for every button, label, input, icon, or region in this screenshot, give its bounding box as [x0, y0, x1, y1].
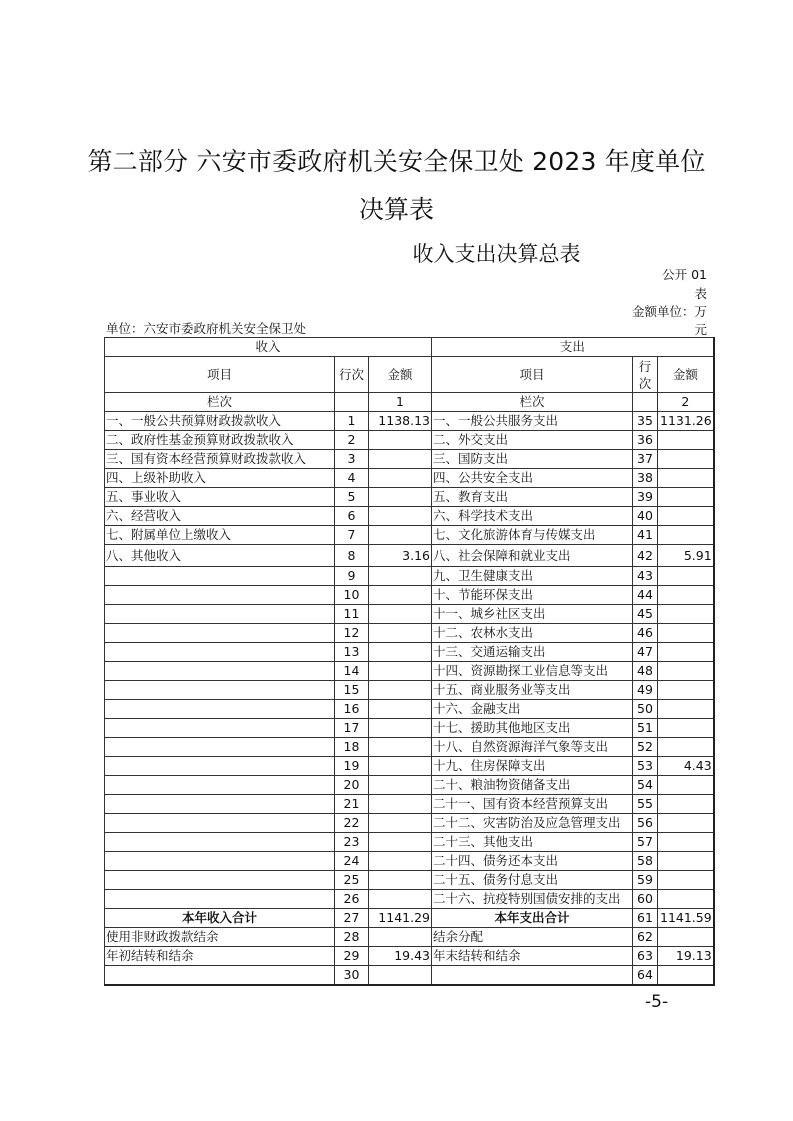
- table-row: [105, 947, 714, 966]
- expense-amount: 1141.59: [658, 909, 714, 928]
- expense-amount: [658, 852, 714, 871]
- table-row: [105, 567, 714, 586]
- income-amount: [369, 776, 432, 795]
- income-item: [105, 776, 335, 795]
- table-row: [105, 624, 714, 643]
- expense-row-no: 36: [633, 431, 658, 450]
- income-row-no: 16: [335, 700, 369, 719]
- amount-unit-suffix: 元: [694, 322, 707, 337]
- income-row-no: 17: [335, 719, 369, 738]
- income-item: [105, 795, 335, 814]
- expense-amount: [658, 605, 714, 624]
- income-item: [105, 833, 335, 852]
- income-item: [105, 605, 335, 624]
- form-code-suffix: 表: [694, 286, 707, 301]
- expense-header: 支出: [432, 338, 714, 357]
- income-row-no: 23: [335, 833, 369, 852]
- expense-amount: [658, 431, 714, 450]
- income-item: 本年收入合计: [105, 909, 335, 928]
- expense-item: 十一、城乡社区支出: [432, 605, 633, 624]
- income-amount: [369, 928, 432, 947]
- expense-amount: [658, 507, 714, 526]
- table-row: [105, 450, 714, 469]
- section-header-row: [105, 338, 714, 357]
- expense-amount: [658, 700, 714, 719]
- expense-item: 十五、商业服务业等支出: [432, 681, 633, 700]
- income-row-no: 29: [335, 947, 369, 966]
- table-row: [105, 966, 714, 986]
- column-header-row: [105, 357, 714, 393]
- expense-amount: [658, 814, 714, 833]
- income-amount: [369, 966, 432, 986]
- income-amount: [369, 526, 432, 545]
- income-row-no: 2: [335, 431, 369, 450]
- income-item: 年初结转和结余: [105, 947, 335, 966]
- income-item: [105, 662, 335, 681]
- income-row-no: 24: [335, 852, 369, 871]
- income-amount: 1141.29: [369, 909, 432, 928]
- income-amount: [369, 431, 432, 450]
- income-row-no: 20: [335, 776, 369, 795]
- income-item: [105, 681, 335, 700]
- expense-amount: [658, 871, 714, 890]
- expense-amount: 19.13: [658, 947, 714, 966]
- row-no-char-2: 次: [638, 375, 652, 391]
- income-row-no: 18: [335, 738, 369, 757]
- expense-item: 二十四、债务还本支出: [432, 852, 633, 871]
- income-item: [105, 738, 335, 757]
- expense-row-no: 41: [633, 526, 658, 545]
- income-item: [105, 852, 335, 871]
- table-row: [105, 776, 714, 795]
- expense-row-no: 44: [633, 586, 658, 605]
- row-no-char-1: 行: [638, 358, 652, 374]
- income-item: [105, 890, 335, 909]
- income-amount: [369, 450, 432, 469]
- amount-unit: 金额单位：万: [631, 304, 707, 319]
- income-row-no: 15: [335, 681, 369, 700]
- income-row-no: 11: [335, 605, 369, 624]
- expense-item: 十、节能环保支出: [432, 586, 633, 605]
- table-row: [105, 643, 714, 662]
- income-item: [105, 700, 335, 719]
- income-row-no: 25: [335, 871, 369, 890]
- income-amount: [369, 719, 432, 738]
- income-row-no: 10: [335, 586, 369, 605]
- income-row-no: 4: [335, 469, 369, 488]
- income-amount: [369, 662, 432, 681]
- expense-amount: [658, 795, 714, 814]
- income-amount: [369, 469, 432, 488]
- income-column-no: 1: [369, 393, 432, 412]
- expense-row-no: 63: [633, 947, 658, 966]
- income-row-no: 8: [335, 545, 369, 567]
- income-item: [105, 719, 335, 738]
- expense-item: 二十一、国有资本经营预算支出: [432, 795, 633, 814]
- expense-amount: [658, 966, 714, 986]
- expense-row-no: 64: [633, 966, 658, 986]
- expense-item: 十七、援助其他地区支出: [432, 719, 633, 738]
- expense-item: 二十、粮油物资储备支出: [432, 776, 633, 795]
- expense-row-no: 49: [633, 681, 658, 700]
- table-row: [105, 507, 714, 526]
- income-amount: [369, 507, 432, 526]
- expense-item: 六、科学技术支出: [432, 507, 633, 526]
- expense-amount: [658, 567, 714, 586]
- income-header: 收入: [105, 338, 432, 357]
- income-amount: [369, 814, 432, 833]
- income-item: [105, 966, 335, 986]
- income-item: 五、事业收入: [105, 488, 335, 507]
- income-item: 三、国有资本经营预算财政拨款收入: [105, 450, 335, 469]
- income-item-header: 项目: [105, 357, 335, 393]
- income-amount: [369, 890, 432, 909]
- income-item: [105, 624, 335, 643]
- table-row: [105, 795, 714, 814]
- expense-column-no-label: 栏次: [432, 393, 633, 412]
- income-row-no: 9: [335, 567, 369, 586]
- expense-row-no: 58: [633, 852, 658, 871]
- expense-amount: [658, 469, 714, 488]
- table-row: [105, 431, 714, 450]
- document-title-line2: 决算表: [358, 195, 434, 224]
- expense-row-no: 51: [633, 719, 658, 738]
- expense-row-no: 38: [633, 469, 658, 488]
- table-title: 收入支出决算总表: [412, 242, 581, 266]
- income-amount: [369, 795, 432, 814]
- expense-item: 十三、交通运输支出: [432, 643, 633, 662]
- expense-row-no: 39: [633, 488, 658, 507]
- expense-amount: [658, 586, 714, 605]
- table-row: [105, 833, 714, 852]
- income-row-no: 13: [335, 643, 369, 662]
- table-row: [105, 738, 714, 757]
- expense-row-no: 45: [633, 605, 658, 624]
- table-row: [105, 928, 714, 947]
- expense-row-no: 59: [633, 871, 658, 890]
- income-row-no: 1: [335, 412, 369, 431]
- income-item: [105, 586, 335, 605]
- expense-row-no: 40: [633, 507, 658, 526]
- income-row-no: 27: [335, 909, 369, 928]
- expense-item: 三、国防支出: [432, 450, 633, 469]
- income-amount-header: 金额: [369, 357, 432, 393]
- expense-item: 一、一般公共服务支出: [432, 412, 633, 431]
- expense-item: 九、卫生健康支出: [432, 567, 633, 586]
- expense-item: 五、教育支出: [432, 488, 633, 507]
- expense-row-no: 62: [633, 928, 658, 947]
- expense-row-no: 43: [633, 567, 658, 586]
- expense-row-no: 48: [633, 662, 658, 681]
- table-row: [105, 469, 714, 488]
- expense-amount: [658, 776, 714, 795]
- expense-row-no: 52: [633, 738, 658, 757]
- expense-amount: [658, 681, 714, 700]
- expense-amount: [658, 890, 714, 909]
- income-amount: [369, 871, 432, 890]
- income-row-no: 21: [335, 795, 369, 814]
- income-row-no: 7: [335, 526, 369, 545]
- income-row-no: 22: [335, 814, 369, 833]
- income-row-no: 6: [335, 507, 369, 526]
- income-item: 四、上级补助收入: [105, 469, 335, 488]
- table-row: [105, 412, 714, 431]
- expense-item: 七、文化旅游体育与传媒支出: [432, 526, 633, 545]
- income-amount: [369, 605, 432, 624]
- income-amount: [369, 624, 432, 643]
- empty-cell: [335, 393, 369, 412]
- income-amount: [369, 757, 432, 776]
- income-row-no: 3: [335, 450, 369, 469]
- income-amount: [369, 738, 432, 757]
- income-item: 一、一般公共预算财政拨款收入: [105, 412, 335, 431]
- income-row-no: 28: [335, 928, 369, 947]
- expense-amount: [658, 833, 714, 852]
- expense-item: 二十二、灾害防治及应急管理支出: [432, 814, 633, 833]
- expense-item-header: 项目: [432, 357, 633, 393]
- expense-item: 二十三、其他支出: [432, 833, 633, 852]
- expense-amount: [658, 738, 714, 757]
- table-row: [105, 545, 714, 567]
- expense-item: 二十六、抗疫特别国债安排的支出: [432, 890, 633, 909]
- table-row: [105, 852, 714, 871]
- expense-item: 本年支出合计: [432, 909, 633, 928]
- expense-row-no: 55: [633, 795, 658, 814]
- expense-row-no: 50: [633, 700, 658, 719]
- expense-amount-header: 金额: [658, 357, 714, 393]
- income-row-no-header: 行次: [335, 357, 369, 393]
- expense-row-no: 57: [633, 833, 658, 852]
- income-amount: 19.43: [369, 947, 432, 966]
- expense-row-no: 42: [633, 545, 658, 567]
- expense-item: 二十五、债务付息支出: [432, 871, 633, 890]
- expense-row-no: 47: [633, 643, 658, 662]
- table-row: [105, 890, 714, 909]
- expense-item: 八、社会保障和就业支出: [432, 545, 633, 567]
- income-column-no-label: 栏次: [105, 393, 335, 412]
- income-amount: [369, 567, 432, 586]
- income-amount: [369, 833, 432, 852]
- expense-item: 十八、自然资源海洋气象等支出: [432, 738, 633, 757]
- table-row: [105, 605, 714, 624]
- expense-row-no: 60: [633, 890, 658, 909]
- income-item: [105, 567, 335, 586]
- income-amount: 1138.13: [369, 412, 432, 431]
- income-expense-table: [104, 337, 715, 986]
- table-row: [105, 814, 714, 833]
- income-amount: [369, 852, 432, 871]
- expense-amount: [658, 526, 714, 545]
- income-item: [105, 814, 335, 833]
- expense-amount: [658, 662, 714, 681]
- expense-item: 二、外交支出: [432, 431, 633, 450]
- income-item: [105, 643, 335, 662]
- expense-row-no: 54: [633, 776, 658, 795]
- expense-row-no-header: [633, 357, 658, 393]
- expense-amount: [658, 624, 714, 643]
- income-row-no: 12: [335, 624, 369, 643]
- expense-item: 四、公共安全支出: [432, 469, 633, 488]
- page-number: -5-: [645, 992, 669, 1012]
- table-row: [105, 586, 714, 605]
- expense-amount: 5.91: [658, 545, 714, 567]
- income-amount: [369, 586, 432, 605]
- table-row: [105, 719, 714, 738]
- expense-item: [432, 966, 633, 986]
- income-item: 二、政府性基金预算财政拨款收入: [105, 431, 335, 450]
- form-code: 公开 01: [662, 267, 707, 282]
- expense-item: 十九、住房保障支出: [432, 757, 633, 776]
- table-row: [105, 488, 714, 507]
- income-item: [105, 757, 335, 776]
- income-item: 使用非财政拨款结余: [105, 928, 335, 947]
- income-item: 七、附属单位上缴收入: [105, 526, 335, 545]
- income-row-no: 19: [335, 757, 369, 776]
- unit-label: 单位：六安市委政府机关安全保卫处: [106, 321, 307, 336]
- income-item: [105, 871, 335, 890]
- expense-row-no: 35: [633, 412, 658, 431]
- expense-amount: [658, 643, 714, 662]
- expense-amount: 1131.26: [658, 412, 714, 431]
- column-number-row: [105, 393, 714, 412]
- income-amount: 3.16: [369, 545, 432, 567]
- income-amount: [369, 681, 432, 700]
- expense-column-no: 2: [658, 393, 714, 412]
- expense-amount: [658, 450, 714, 469]
- expense-item: 年末结转和结余: [432, 947, 633, 966]
- expense-item: 十二、农林水支出: [432, 624, 633, 643]
- document-title: 第二部分 六安市委政府机关安全保卫处 2023 年度单位: [87, 147, 706, 176]
- income-amount: [369, 488, 432, 507]
- expense-amount: 4.43: [658, 757, 714, 776]
- table-row: [105, 871, 714, 890]
- expense-row-no: 61: [633, 909, 658, 928]
- expense-item: 十六、金融支出: [432, 700, 633, 719]
- income-amount: [369, 700, 432, 719]
- income-item: 八、其他收入: [105, 545, 335, 567]
- table-row: [105, 662, 714, 681]
- expense-amount: [658, 719, 714, 738]
- table-row: [105, 526, 714, 545]
- income-item: 六、经营收入: [105, 507, 335, 526]
- income-row-no: 30: [335, 966, 369, 986]
- income-row-no: 14: [335, 662, 369, 681]
- table-row: [105, 700, 714, 719]
- expense-amount: [658, 488, 714, 507]
- income-row-no: 26: [335, 890, 369, 909]
- income-row-no: 5: [335, 488, 369, 507]
- expense-row-no: 53: [633, 757, 658, 776]
- expense-row-no: 46: [633, 624, 658, 643]
- table-row: [105, 909, 714, 928]
- expense-row-no: 56: [633, 814, 658, 833]
- table-row: [105, 757, 714, 776]
- expense-amount: [658, 928, 714, 947]
- expense-row-no: 37: [633, 450, 658, 469]
- expense-item: 结余分配: [432, 928, 633, 947]
- income-amount: [369, 643, 432, 662]
- empty-cell: [633, 393, 658, 412]
- table-row: [105, 681, 714, 700]
- expense-item: 十四、资源勘探工业信息等支出: [432, 662, 633, 681]
